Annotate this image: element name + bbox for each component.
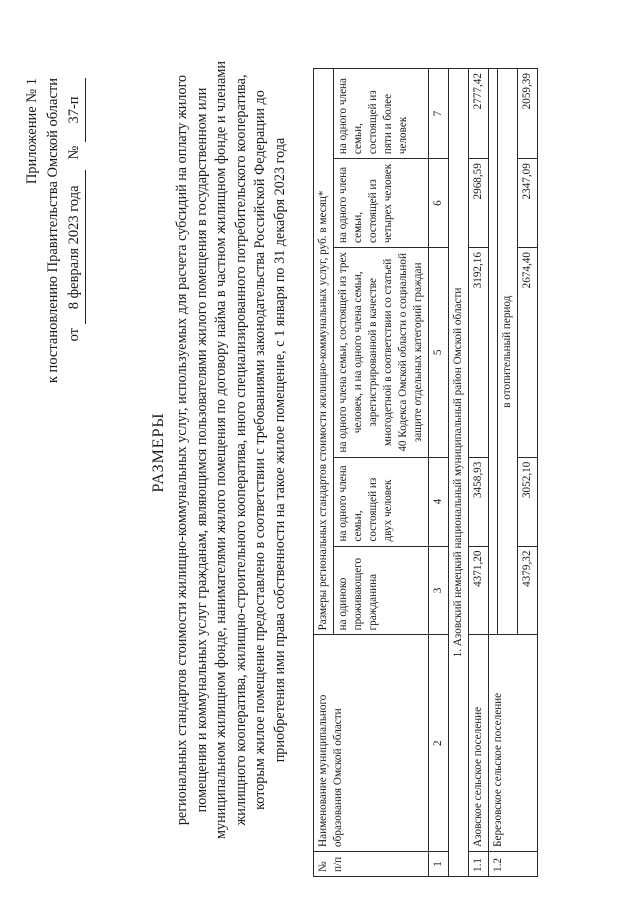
- col-number: 4: [429, 457, 449, 546]
- header-col5: на одного члена семьи, состоящей из трех человек, и на одного члена семьи, зарегистрированной в качестве многодетной в соответствии со статьей 40 Кодекса Омской области о социальной защите отдельных категорий граждан: [334, 248, 429, 458]
- header-col4: на одного члена семьи, состоящей из двух человек: [334, 457, 429, 546]
- row-no: 1.1: [469, 851, 489, 876]
- appendix-line-2: к постановлению Правительства Омской области: [45, 78, 61, 384]
- appendix-line-3: [64, 78, 86, 408]
- value-col3: 4379,32: [518, 546, 538, 635]
- col-number: 3: [429, 546, 449, 635]
- value-col6: 2347,09: [518, 159, 538, 248]
- col-number: 1: [429, 851, 449, 876]
- decree-date: 8 февраля 2023 года: [64, 170, 86, 324]
- period-label: в отопительный период: [498, 69, 518, 635]
- col-number: 2: [429, 635, 449, 852]
- document-subtitle: региональных стандартов стоимости жилищно-коммунальных услуг, используемых для расчета субсидий на оплату жилого помещения и коммунальных услуг гражданам, являющимся пользователями жилого помещения в государственном или муниципальном жилищном фонде, нанимателями жилого помещения по договору найма в частном жилищном фонде и членами жилищного кооператива, жилищно-строительного кооператива, иного специализированного потребительского кооператива, которым жилое помещение предоставлено в соответствии с требованиями законодательства Российской Федерации до приобретения ими права собственности на такое жилое помещение, с 1 января по 31 декабря 2023 года: [174, 61, 288, 839]
- from-label: от: [66, 327, 82, 342]
- header-group: Размеры региональных стандартов стоимости жилищно-коммунальных услуг, руб. в месяц*: [314, 69, 334, 635]
- value-col3: 4371,20: [469, 546, 489, 635]
- section-heading: 1. Азовский немецкий национальный муниципальный район Омской области: [449, 69, 469, 877]
- header-name: Наименование муниципального образования Омской области: [314, 635, 429, 852]
- col-number: 7: [429, 69, 449, 159]
- col-number: 5: [429, 248, 449, 458]
- value-col5: 2674,40: [518, 248, 538, 458]
- number-label: №: [66, 145, 82, 160]
- row-no: 1.2: [489, 851, 538, 876]
- rates-table: [313, 68, 538, 877]
- table-row: [489, 69, 498, 877]
- table-row: [469, 69, 489, 877]
- col-number: 6: [429, 159, 449, 248]
- value-col5: 3192,16: [469, 248, 489, 458]
- header-no: № п/п: [314, 851, 429, 876]
- decree-number: 37-п: [64, 78, 86, 142]
- row-spacer: [489, 69, 498, 635]
- value-col7: 2059,39: [518, 69, 538, 159]
- appendix-block: [22, 78, 86, 408]
- value-col4: 3458,93: [469, 457, 489, 546]
- header-col6: на одного члена семьи, состоящей из четырех человек: [334, 159, 429, 248]
- value-col4: 3052,10: [518, 457, 538, 546]
- appendix-line-1: Приложение № 1: [24, 78, 40, 185]
- value-col6: 2968,59: [469, 159, 489, 248]
- column-number-row: [429, 69, 449, 877]
- header-col3: на одиноко проживающего гражданина: [334, 546, 429, 635]
- row-name: Азовское сельское поселение: [469, 635, 489, 852]
- header-col7: на одного члена семьи, состоящей из пяти и более человек: [334, 69, 429, 159]
- row-name: Березовское сельское поселение: [489, 635, 538, 852]
- value-col7: 2777,42: [469, 69, 489, 159]
- document-title: РАЗМЕРЫ: [150, 412, 167, 493]
